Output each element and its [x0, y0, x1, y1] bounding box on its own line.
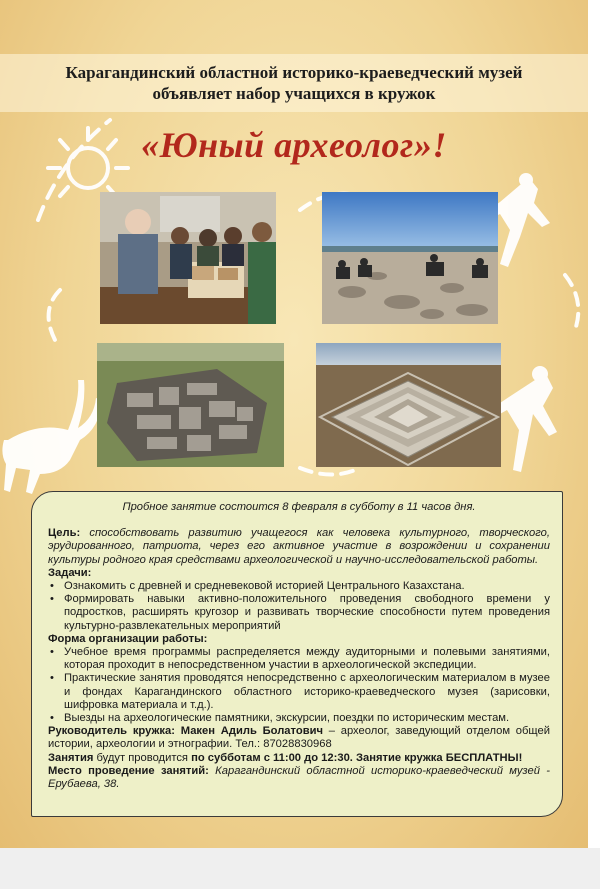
- header-line-1: Карагандинский областной историко-краеведческий музей: [65, 63, 523, 82]
- schedule-paragraph: [48, 752, 550, 765]
- tasks-list: [48, 580, 550, 633]
- tasks-label: Задачи:: [48, 566, 92, 579]
- club-title: «Юный археолог»!: [141, 125, 447, 165]
- leader-label: Руководитель кружка: Макен Адиль Болатович: [48, 725, 323, 738]
- place-paragraph: [48, 765, 550, 791]
- bottom-strip: [0, 848, 600, 889]
- leader-text: – археолог, заведующий отделом общей истории, археологии и этнографии. Тел.: 87028830968: [48, 725, 550, 751]
- list-item: • Формировать навыки активно-положительного проведения свободного времени у подростков, расширять кругозор и развивать творческие способности путем проведения культурно-развлекательных мероприятий: [48, 593, 550, 633]
- place-label: Место проведение занятий:: [48, 764, 209, 777]
- schedule-label: Занятия: [48, 751, 94, 764]
- list-item: • Учебное время программы распределяется между аудиторными и полевыми занятиями, которая проходит в непосредственном участии в археологической экспедиции.: [48, 646, 550, 672]
- place-text: Карагандинский областной историко-краеведческий музей - Ерубаева, 38.: [48, 764, 550, 791]
- photo-excavation-steppe: [322, 192, 498, 324]
- photo-ancient-ruins-aerial: [97, 343, 284, 467]
- photo-stepped-mausoleum: [316, 343, 501, 467]
- trial-lesson-notice: Пробное занятие состоится 8 февраля в субботу в 11 часов дня.: [122, 501, 476, 513]
- goal-label: Цель:: [48, 527, 81, 540]
- leader-paragraph: [48, 725, 550, 751]
- schedule-time: по субботам с 11:00 до 12:30. Занятие кружка БЕСПЛАТНЫ!: [191, 751, 523, 764]
- list-item: • Ознакомить с древней и средневековой историей Центрального Казахстана.: [48, 580, 550, 593]
- announcement-header: [0, 62, 588, 104]
- info-box: [31, 491, 563, 817]
- goal-paragraph: [48, 527, 550, 567]
- list-item: • Практические занятия проводятся непосредственно с археологическим материалом в музее и фондах Карагандинского областного историко-краеведческого музея (зарисовки, шифровка материала и т.д.).: [48, 672, 550, 712]
- forms-label: Форма организации работы:: [48, 632, 208, 645]
- schedule-mid: будут проводится: [93, 751, 192, 764]
- photo-classroom-artifacts: [100, 192, 276, 324]
- forms-list: [48, 646, 550, 725]
- list-item: • Выезды на археологические памятники, экскурсии, поездки по историческим местам.: [48, 712, 550, 725]
- header-line-2: объявляет набор учащихся в кружок: [152, 84, 436, 103]
- goal-text: способствовать развитию учащегося как человека культурного, творческого, эрудированного, патриота, через его активное участие в возрождении и сохранении культуры родного края средствами археологической и научно-исследовательской работы.: [48, 527, 550, 566]
